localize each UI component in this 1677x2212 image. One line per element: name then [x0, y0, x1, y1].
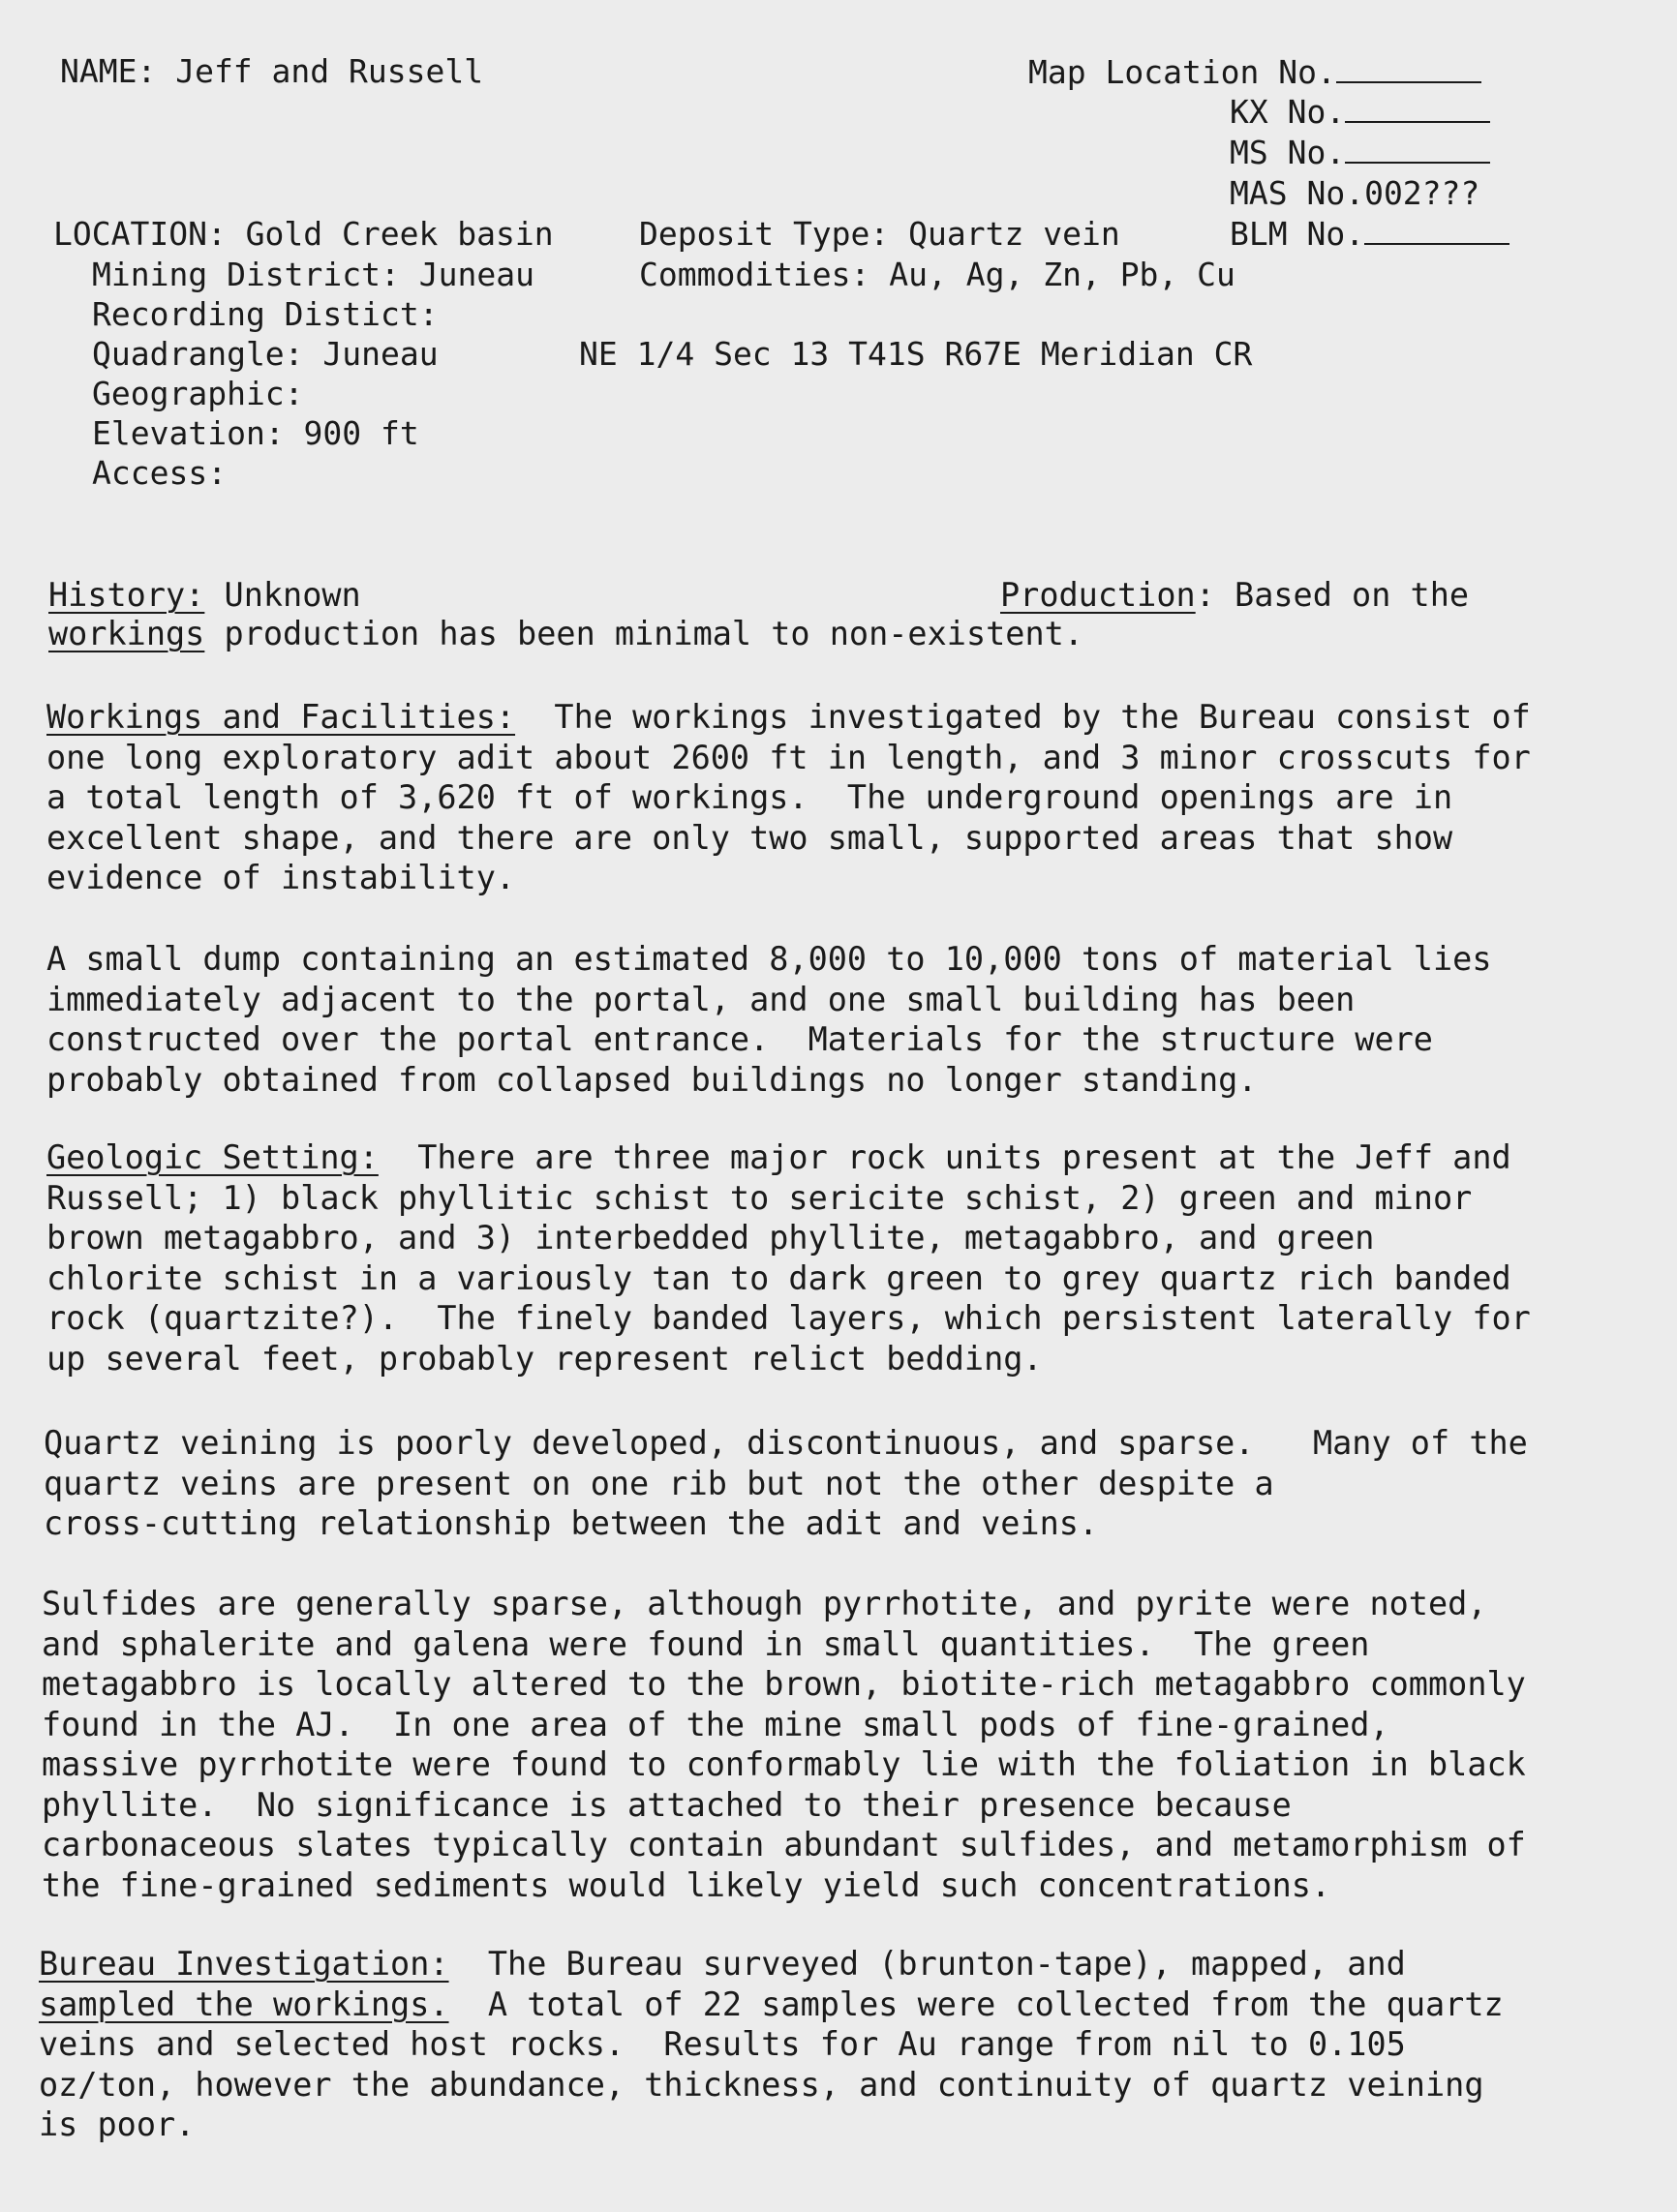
geology-line: brown metagabbro, and 3) interbedded phyllite, metagabbro, and green — [46, 1219, 1375, 1257]
blm-field — [1230, 215, 1509, 254]
production-line-1 — [1000, 576, 1469, 615]
workings-line: excellent shape, and there are only two small, supported areas that show — [46, 818, 1453, 857]
name-field: NAME: Jeff and Russell — [60, 52, 484, 90]
geology-label: Geologic Setting: — [46, 1138, 379, 1176]
kx-label: KX No. — [1230, 93, 1346, 131]
history-line-2-rest: production has been minimal to non-existent. — [204, 615, 1083, 652]
quartz-line: quartz veins are present on one rib but not the other despite a — [44, 1464, 1274, 1502]
workings-section — [46, 697, 1531, 898]
production-rest: : Based on the — [1195, 576, 1470, 614]
ms-blank — [1345, 136, 1490, 164]
bureau-second-line-rest: A total of 22 samples were collected from the quartz — [448, 1985, 1504, 2023]
geology-line: rock (quartzite?). The finely banded layers, which persistent laterally for — [46, 1299, 1531, 1337]
sulfides-line: the fine-grained sediments would likely yield such concentrations. — [42, 1865, 1331, 1904]
quartz-paragraph — [44, 1423, 1528, 1544]
production-label: Production — [1000, 576, 1196, 614]
workings-label: Workings and Facilities: — [46, 698, 516, 736]
workings-underlined: workings — [48, 615, 205, 652]
access-field: Access: — [92, 454, 228, 492]
blm-label: BLM No. — [1230, 215, 1365, 253]
geology-line: up several feet, probably represent relict bedding. — [46, 1339, 1043, 1378]
history-line-1 — [48, 576, 361, 615]
quartz-line: Quartz veining is poorly developed, discontinuous, and sparse. Many of the — [44, 1424, 1528, 1462]
elevation-field: Elevation: 900 ft — [92, 414, 419, 452]
location-field: LOCATION: Gold Creek basin — [53, 215, 554, 253]
workings-line: evidence of instability. — [46, 859, 516, 896]
ms-field — [1230, 134, 1490, 172]
history-label: History: — [48, 576, 205, 614]
quadrangle-field: Quadrangle: Juneau — [92, 335, 439, 373]
map-location-field — [1028, 53, 1481, 92]
kx-blank — [1345, 96, 1490, 123]
quartz-line: cross-cutting relationship between the adit and veins. — [44, 1504, 1099, 1542]
sulfides-line: metagabbro is locally altered to the brown, biotite-rich metagabbro commonly — [42, 1665, 1526, 1703]
commodities-field: Commodities: Au, Ag, Zn, Pb, Cu — [639, 256, 1235, 293]
dump-line: probably obtained from collapsed buildings no longer standing. — [46, 1060, 1258, 1099]
mas-field: MAS No.002??? — [1230, 174, 1480, 212]
history-value: Unknown — [204, 576, 361, 614]
ms-label: MS No. — [1230, 134, 1346, 171]
blm-blank — [1364, 218, 1509, 245]
geology-line: Russell; 1) black phyllitic schist to sericite schist, 2) green and minor — [46, 1178, 1473, 1217]
geographic-field: Geographic: — [92, 375, 304, 412]
workings-first-line-rest: The workings investigated by the Bureau consist of — [515, 698, 1531, 736]
legal-description: NE 1/4 Sec 13 T41S R67E Meridian CR — [579, 335, 1253, 373]
sulfides-paragraph — [42, 1584, 1526, 1905]
dump-line: constructed over the portal entrance. Materials for the structure were — [46, 1020, 1433, 1058]
history-line-2 — [48, 615, 1083, 653]
workings-line: one long exploratory adit about 2600 ft in length, and 3 minor crosscuts for — [46, 738, 1531, 776]
geology-section — [46, 1137, 1531, 1379]
bureau-line: is poor. — [39, 2106, 196, 2143]
geology-line: chlorite schist in a variously tan to dark green to grey quartz rich banded — [46, 1258, 1511, 1297]
sulfides-line: Sulfides are generally sparse, although pyrrhotite, and pyrite were noted, — [42, 1585, 1487, 1622]
bureau-line: veins and selected host rocks. Results for Au range from nil to 0.105 — [39, 2025, 1406, 2063]
sulfides-line: phyllite. No significance is attached to their presence because — [42, 1785, 1292, 1824]
geology-first-line-rest: There are three major rock units present at the Jeff and — [378, 1138, 1511, 1176]
bureau-first-line-rest: The Bureau surveyed (brunton-tape), mapped, and — [448, 1945, 1406, 1983]
sulfides-line: massive pyrrhotite were found to conformably lie with the foliation in black — [42, 1745, 1526, 1783]
sulfides-line: carbonaceous slates typically contain abundant sulfides, and metamorphism of — [42, 1826, 1526, 1864]
kx-field — [1230, 93, 1490, 132]
dump-line: immediately adjacent to the portal, and one small building has been — [46, 980, 1356, 1018]
bureau-sampled-underlined: sampled the workings. — [39, 1985, 449, 2023]
dump-line: A small dump containing an estimated 8,000 to 10,000 tons of material lies — [46, 940, 1492, 978]
map-location-blank — [1336, 56, 1481, 83]
map-location-label: Map Location No. — [1028, 53, 1336, 91]
sulfides-line: found in the AJ. In one area of the mine small pods of fine-grained, — [42, 1705, 1389, 1743]
deposit-type-field: Deposit Type: Quartz vein — [639, 215, 1120, 253]
recording-district-field: Recording Distict: — [92, 295, 439, 333]
bureau-label: Bureau Investigation: — [39, 1945, 449, 1983]
bureau-line: oz/ton, however the abundance, thickness, and continuity of quartz veining — [39, 2065, 1484, 2104]
mining-district-field: Mining District: Juneau — [92, 256, 534, 293]
sulfides-line: and sphalerite and galena were found in small quantities. The green — [42, 1624, 1370, 1663]
dump-paragraph — [46, 939, 1491, 1100]
bureau-section — [39, 1944, 1504, 2145]
workings-line: a total length of 3,620 ft of workings. The underground openings are in — [46, 778, 1453, 816]
